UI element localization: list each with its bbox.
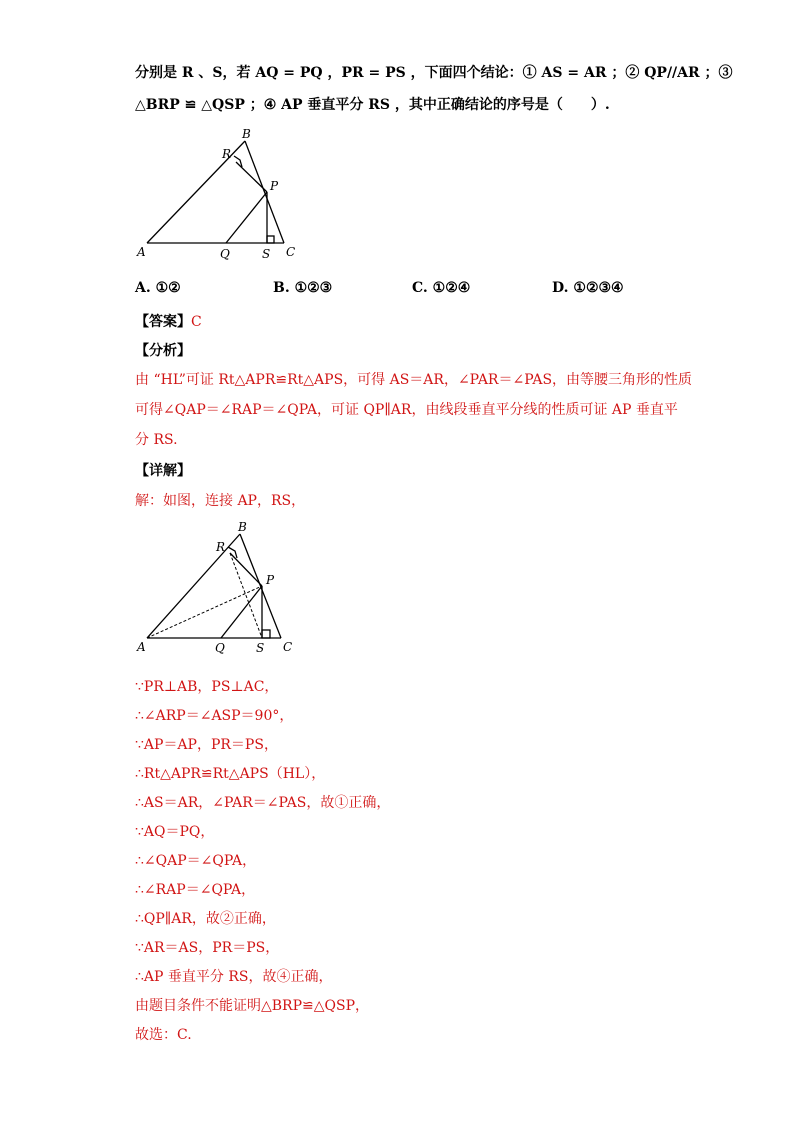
label-a: A <box>137 245 146 259</box>
analysis-line-1: 由 “HL”可证 Rt△APR≌Rt△APS，可得 AS＝AR，∠PAR＝∠PAS，由等腰三角形的性质 <box>135 372 693 388</box>
label-q: Q <box>220 247 230 261</box>
question-line-2: △BRP ≌ △QSP ；④ AP 垂直平分 RS ，其中正确结论的序号是（ ）. <box>135 97 610 113</box>
answer-value: C <box>191 314 202 330</box>
geometry-figure-2 <box>135 515 305 660</box>
analysis-line-2: 可得∠QAP＝∠RAP＝∠QPA，可证 QP∥AR，由线段垂直平分线的性质可证 AP 垂直平 <box>135 402 678 418</box>
step-10: ∵AR＝AS，PR＝PS， <box>135 940 280 956</box>
option-d: D. ①②③④ <box>552 280 624 296</box>
label-s: S <box>256 641 265 655</box>
option-a: A. ①② <box>135 280 181 296</box>
label-a: A <box>137 640 146 654</box>
analysis-tag: 【分析】 <box>135 343 191 359</box>
step-3: ∵AP＝AP，PR＝PS， <box>135 737 278 753</box>
step-8: ∴∠RAP＝∠QPA， <box>135 882 256 898</box>
label-r: R <box>222 147 232 161</box>
step-6: ∵AQ＝PQ， <box>135 824 215 840</box>
detail-tag: 【详解】 <box>135 463 191 479</box>
step-4: ∴Rt△APR≌Rt△APS（HL）， <box>135 766 326 782</box>
step-13: 故选：C. <box>135 1027 192 1043</box>
analysis-line-3: 分 RS. <box>135 432 178 448</box>
answer-line <box>135 311 202 331</box>
step-5: ∴AS＝AR，∠PAR＝∠PAS，故①正确， <box>135 795 391 811</box>
label-r: R <box>216 540 226 554</box>
detail-intro: 解：如图，连接 AP，RS， <box>135 493 306 509</box>
question-line-1: 分别是 R 、S，若 AQ = PQ ，PR = PS ，下面四个结论：① AS = AR ；② QP//AR ；③ <box>135 65 733 81</box>
step-7: ∴∠QAP＝∠QPA， <box>135 853 257 869</box>
label-s: S <box>262 247 271 261</box>
label-p: P <box>266 573 275 587</box>
step-9: ∴QP∥AR，故②正确， <box>135 911 276 927</box>
step-1: ∵PR⊥AB，PS⊥AC， <box>135 679 279 695</box>
label-p: P <box>270 179 279 193</box>
label-b: B <box>238 520 247 534</box>
label-c: C <box>286 245 296 259</box>
label-q: Q <box>215 641 225 655</box>
geometry-figure-1 <box>135 125 305 265</box>
label-b: B <box>242 127 251 141</box>
label-c: C <box>283 640 293 654</box>
answer-tag: 【答案】 <box>135 314 191 330</box>
step-12: 由题目条件不能证明△BRP≌△QSP， <box>135 998 370 1014</box>
option-b: B. ①②③ <box>273 280 333 296</box>
option-c: C. ①②④ <box>412 280 471 296</box>
step-2: ∴∠ARP＝∠ASP＝90°， <box>135 708 294 724</box>
step-11: ∴AP 垂直平分 RS，故④正确， <box>135 969 333 985</box>
